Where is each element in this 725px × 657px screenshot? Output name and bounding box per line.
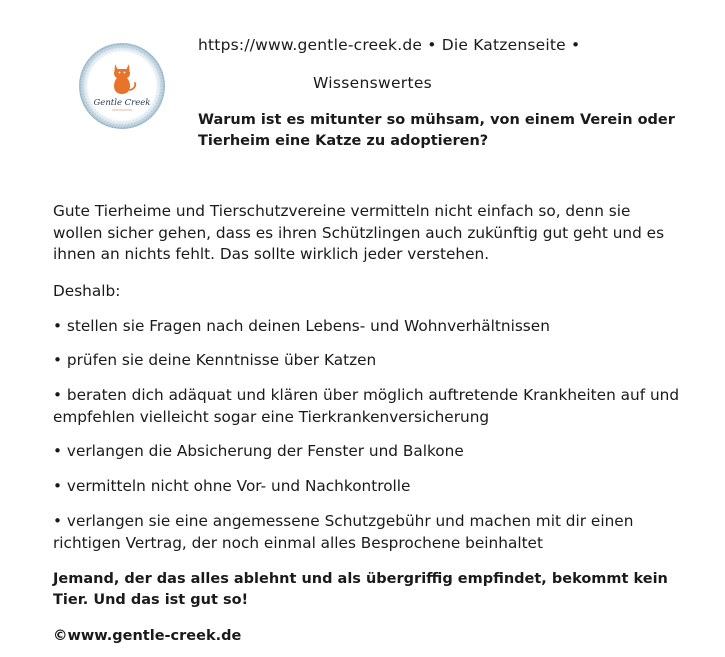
- header-subtitle: Wissenswertes: [313, 74, 433, 92]
- intro-paragraph: Gute Tierheime und Tierschutzvereine vermitteln nicht einfach so, denn sie wollen sicher gehen, dass es ihren Schützlingen auch zukünftig gut geht und es ihnen an nichts fehlt. Das sollte wirklich jeder verstehen.: [53, 202, 665, 263]
- list-item: • verlangen sie eine angemessene Schutzgebühr und machen mit dir einen richtigen Vertrag, der noch einmal alles Besprochene beinhaltet: [53, 512, 634, 552]
- closing-statement: Jemand, der das alles ablehnt und als übergriffig empfindet, bekommt kein Tier. Und das ist gut so!: [53, 571, 668, 608]
- logo-badge: [78, 42, 166, 130]
- list-item: • vermitteln nicht ohne Vor- und Nachkontrolle: [53, 477, 411, 495]
- list-item: • prüfen sie deine Kenntnisse über Katzen: [53, 351, 377, 369]
- copyright-footer: ©www.gentle-creek.de: [53, 628, 242, 644]
- list-item: • verlangen die Absicherung der Fenster und Balkone: [53, 442, 464, 460]
- deshalb-label: Deshalb:: [53, 282, 121, 300]
- page-question-heading: Warum ist es mitunter so mühsam, von einem Verein oder Tierheim eine Katze zu adoptieren?: [198, 112, 675, 149]
- header-url-line: https://www.gentle-creek.de • Die Katzenseite •: [198, 36, 581, 54]
- list-item: • beraten dich adäquat und klären über möglich auftretende Krankheiten auf und empfehlen vielleicht sogar eine Tierkrankenversicherung: [53, 386, 680, 426]
- logo-text: Gentle Creek: [93, 98, 151, 108]
- gentle-creek-logo: [78, 42, 166, 130]
- list-item: • stellen sie Fragen nach deinen Lebens- und Wohnverhältnissen: [53, 317, 550, 335]
